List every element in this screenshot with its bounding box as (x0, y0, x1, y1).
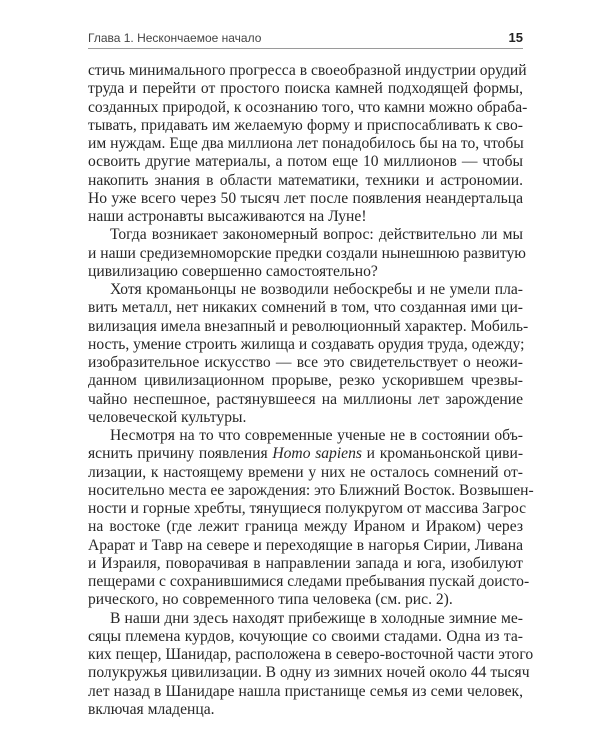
text-line: лет назад в Шанидаре нашла пристанище семья из семи человек, (88, 682, 523, 700)
italic-term: Homo sapiens (272, 445, 362, 463)
text-line: Арарат и Тавр на севере и переходящие в нагорья Сирии, Ливана (88, 536, 523, 554)
text-line: лизации, к настоящему времени у них не осталось сомнений от- (88, 463, 523, 481)
running-header (88, 30, 523, 49)
text-line (88, 445, 523, 463)
text-line: ких пещер, Шанидар, расположена в северо-восточной части этого (88, 646, 534, 663)
text-line: созданных природой, к осознанию того, что камни можно обраба- (88, 98, 528, 116)
text-line: Но уже всего через 50 тысяч лет после появления неандертальца (88, 189, 523, 207)
text-line: ность, умение строить жилища и создавать орудия труда, одежду; (88, 335, 525, 353)
text-segment: и кроманьонской циви- (361, 445, 524, 463)
text-line: человеческой культуры. (88, 408, 247, 426)
text-segment: яснить причину появления (88, 445, 273, 463)
text-line: наши астронавты высаживаются на Луне! (88, 208, 367, 225)
page-number: 15 (508, 30, 523, 45)
text-line: накопить знания в области математики, техники и астрономии. (88, 171, 523, 189)
text-line: труда и перейти от простого поиска камней подходящей формы, (88, 80, 523, 98)
text-line: и наши средиземноморские предки создали нынешнюю развитую (88, 244, 526, 262)
text-line: и Израиля, поворачивая в направлении запада и юга, изобилуют (88, 554, 523, 572)
text-line: ности и горные хребты, тянущиеся полукругом от массива Загрос (88, 500, 527, 517)
text-line: полукружья цивилизации. В одну из зимних ночей около 44 тысяч (88, 664, 530, 682)
text-line: на востоке (где лежит граница между Ираном и Ираком) через (88, 518, 523, 536)
text-line: носительно места ее зарождения: это Ближний Восток. Возвышен- (88, 481, 534, 499)
paragraph (88, 609, 534, 720)
text-line: сяцы племена курдов, кочующие со своими стадами. Одна из та- (88, 627, 523, 645)
text-line: изобразительное искусство — все это свидетельствует о неожи- (88, 354, 523, 371)
text-line: Хотя кроманьонцы не возводили небоскребы и не умели пла- (110, 281, 523, 298)
text-line: Несмотря на то что современные ученые не в состоянии объ- (110, 427, 523, 444)
body-text (88, 62, 534, 719)
paragraph (88, 226, 526, 281)
text-line: вить металл, нет никаких сомнений в том, что созданная ими ци- (88, 299, 523, 317)
text-line: включая младенца. (88, 700, 215, 718)
text-line: им нуждам. Еще два миллиона лет понадобилось бы на то, чтобы (88, 135, 524, 152)
text-line: пещерами с сохранившимися следами пребывания пускай доисто- (88, 573, 530, 590)
text-line: вилизация имела внезапный и революционный характер. Мобиль- (88, 317, 529, 335)
text-line: В наши дни здесь находят прибежище в холодные зимние ме- (110, 609, 523, 627)
text-line: тывать, придавать им желаемую форму и приспосабливать к сво- (88, 116, 523, 134)
text-line: освоить другие материалы, а потом еще 10 миллионов — чтобы (88, 153, 523, 171)
text-line: чайно неспешное, растянувшееся на миллионы лет зарождение (88, 390, 523, 408)
paragraph (88, 281, 529, 427)
text-line: Тогда возникает закономерный вопрос: действительно ли мы (110, 226, 523, 244)
paragraph (88, 427, 534, 610)
chapter-title: Глава 1. Нескончаемое начало (88, 31, 262, 45)
text-line: цивилизацию совершенно самостоятельно? (88, 262, 378, 280)
paragraph (88, 62, 528, 226)
text-line: рического, но современного типа человека (см. рис. 2). (88, 591, 453, 609)
text-line: данном цивилизационном прорыве, резко ускорившем чрезвы- (88, 372, 523, 390)
text-line: стичь минимального прогресса в своеобразной индустрии орудий (88, 62, 527, 79)
